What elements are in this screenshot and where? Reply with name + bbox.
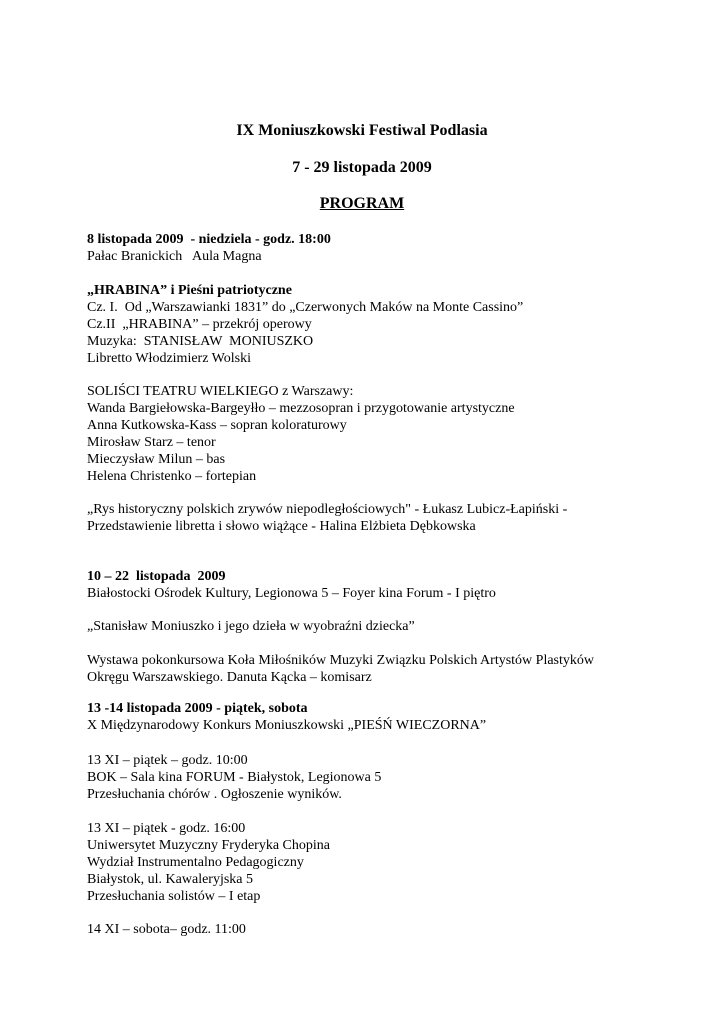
event2-desc-line1: Wystawa pokonkursowa Koła Miłośników Muzyki Związku Polskich Artystów Plastyków: [87, 653, 595, 668]
session2-line: 13 XI – piątek - godz. 16:00: [87, 821, 246, 836]
festival-title: IX Moniuszkowski Festiwal Podlasia: [236, 122, 488, 139]
soloist-item: Helena Christenko – fortepian: [87, 469, 257, 484]
session2-line: Wydział Instrumentalno Pedagogiczny: [87, 855, 304, 870]
event1-venue: Pałac Branickich Aula Magna: [87, 249, 262, 264]
soloist-item: Mirosław Starz – tenor: [87, 435, 216, 450]
session2-line: Przesłuchania solistów – I etap: [87, 889, 261, 904]
session3-line: 14 XI – sobota– godz. 11:00: [87, 922, 246, 937]
event1-sketch-line2: Przedstawienie libretta i słowo wiążące - Halina Elżbieta Dębkowska: [87, 519, 476, 534]
event1-part1: Cz. I. Od „Warszawianki 1831” do „Czerwonych Maków na Monte Cassino”: [87, 300, 524, 315]
event1-date: 8 listopada 2009 - niedziela - godz. 18:00: [87, 232, 331, 247]
event1-music: Muzyka: STANISŁAW MONIUSZKO: [87, 334, 314, 349]
session2-line: Uniwersytet Muzyczny Fryderyka Chopina: [87, 838, 330, 853]
event1-libretto: Libretto Włodzimierz Wolski: [87, 351, 251, 366]
program-heading: PROGRAM: [319, 195, 405, 212]
event2-venue: Białostocki Ośrodek Kultury, Legionowa 5 – Foyer kina Forum - I piętro: [87, 586, 496, 601]
event2-desc-line2: Okręgu Warszawskiego. Danuta Kącka – komisarz: [87, 670, 372, 685]
event3-date: 13 -14 listopada 2009 - piątek, sobota: [87, 701, 308, 716]
soloist-item: Wanda Bargiełowska-Bargeyłło – mezzosopran i przygotowanie artystyczne: [87, 401, 515, 416]
session1-line: BOK – Sala kina FORUM - Białystok, Legionowa 5: [87, 770, 382, 785]
event2-date: 10 – 22 listopada 2009: [87, 569, 226, 584]
festival-dates: 7 - 29 listopada 2009: [292, 159, 432, 176]
session2-line: Białystok, ul. Kawaleryjska 5: [87, 872, 254, 887]
event1-title: „HRABINA” i Pieśni patriotyczne: [87, 283, 292, 298]
event3-title: X Międzynarodowy Konkurs Moniuszkowski „PIEŚŃ WIECZORNA”: [87, 718, 487, 733]
session1-line: Przesłuchania chórów . Ogłoszenie wyników.: [87, 787, 342, 802]
event2-title: „Stanisław Moniuszko i jego dzieła w wyobraźni dziecka”: [87, 619, 415, 634]
soloist-item: Anna Kutkowska-Kass – sopran koloraturowy: [87, 418, 347, 433]
soloist-item: Mieczysław Milun – bas: [87, 452, 226, 467]
session1-line: 13 XI – piątek – godz. 10:00: [87, 753, 248, 768]
soloists-heading: SOLIŚCI TEATRU WIELKIEGO z Warszawy:: [87, 384, 354, 399]
event1-sketch-line1: „Rys historyczny polskich zrywów niepodległościowych" - Łukasz Lubicz-Łapiński -: [87, 502, 568, 517]
event1-part2: Cz.II „HRABINA” – przekrój operowy: [87, 317, 312, 332]
